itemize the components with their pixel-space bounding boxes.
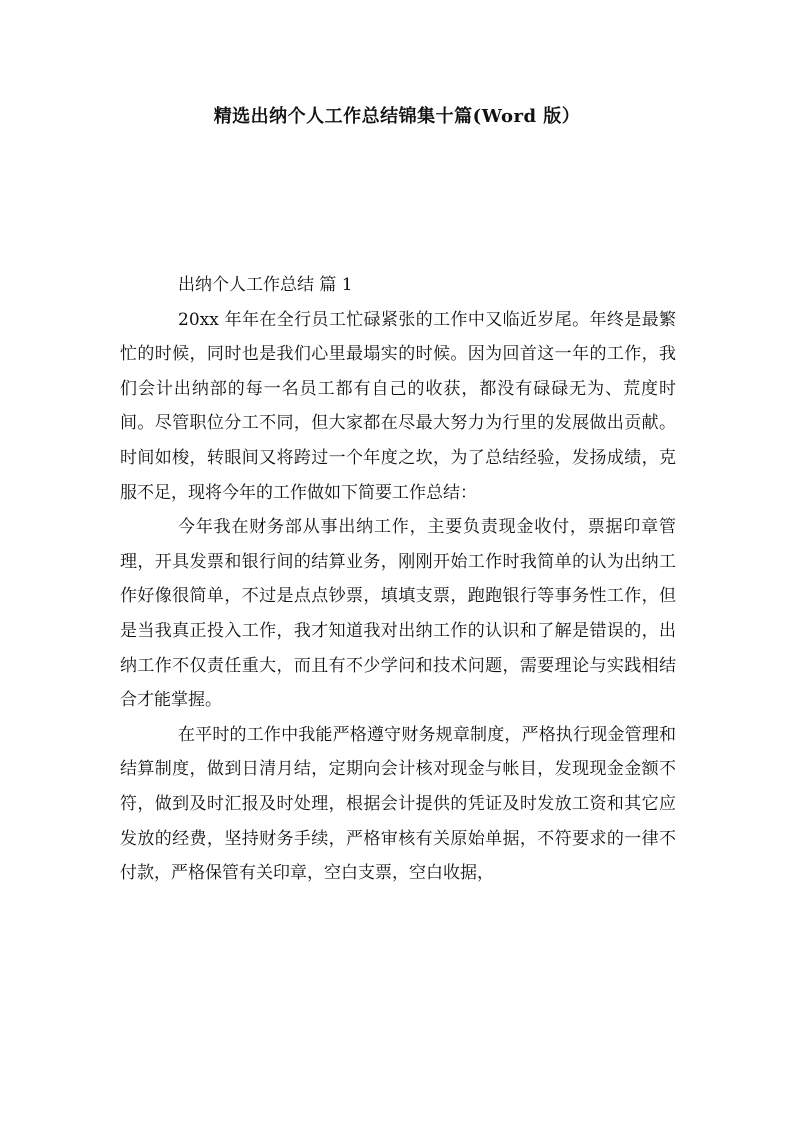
document-body: [120, 268, 676, 891]
document-title: 精选出纳个人工作总结锦集十篇(Word 版）: [213, 106, 581, 127]
paragraph-2: 今年我在财务部从事出纳工作，主要负责现金收付，票据印章管理，开具发票和银行间的结算业务，刚刚开始工作时我简单的认为出纳工作好像很简单，不过是点点钞票，填填支票，跑跑银行等事务性工作，但是当我真正投入工作，我才知道我对出纳工作的认识和了解是错误的，出纳工作不仅责任重大，而且有不少学问和技术问题，需要理论与实践相结合才能掌握。: [120, 517, 676, 711]
paragraph-3: 在平时的工作中我能严格遵守财务规章制度，严格执行现金管理和结算制度，做到日清月结，定期向会计核对现金与帐目，发现现金金额不符，做到及时汇报及时处理，根据会计提供的凭证及时发放工资和其它应发放的经费，坚持财务手续，严格审核有关原始单据，不符要求的一律不付款，严格保管有关印章，空白支票，空白收据，: [120, 724, 676, 884]
paragraph-1: 20xx 年年在全行员工忙碌紧张的工作中又临近岁尾。年终是最繁忙的时候，同时也是我们心里最塌实的时候。因为回首这一年的工作，我们会计出纳部的每一名员工都有自己的收获，都没有碌碌无为、荒度时间。尽管职位分工不同，但大家都在尽最大努力为行里的发展做出贡献。时间如梭，转眼间又将跨过一个年度之坎，为了总结经验，发扬成绩，克服不足，现将今年的工作做如下简要工作总结：: [120, 309, 676, 503]
section-heading: 出纳个人工作总结 篇 1: [178, 275, 353, 295]
